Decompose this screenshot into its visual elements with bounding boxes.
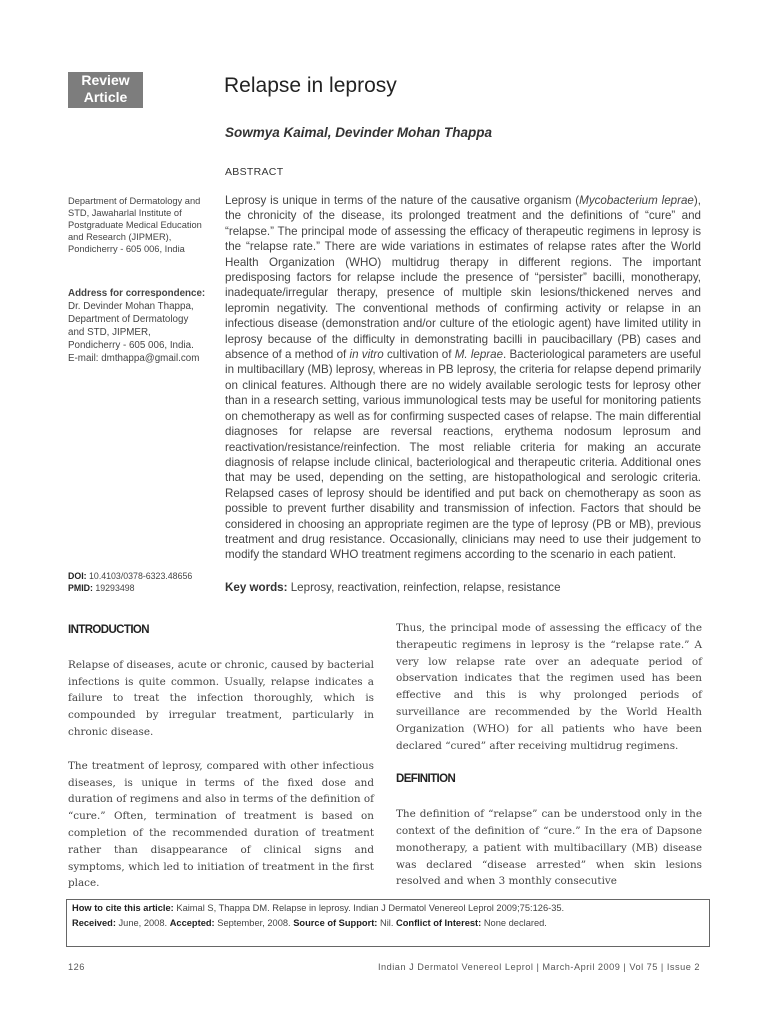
correspondence-line: Dr. Devinder Mohan Thappa,: [68, 301, 194, 312]
article-type-badge: [68, 72, 143, 108]
badge-line-2: Article: [83, 89, 128, 105]
badge-line-1: Review: [81, 72, 130, 88]
doi-line[interactable]: [68, 570, 192, 582]
section-heading-introduction: INTRODUCTION: [68, 624, 149, 636]
how-to-cite: [72, 902, 704, 915]
doi-value: 10.4103/0378-6323.48656: [89, 571, 193, 581]
organism-name: Mycobacterium leprae: [579, 194, 694, 207]
pmid-label: PMID:: [68, 583, 93, 593]
in-vitro-term: in vitro: [349, 348, 384, 362]
correspondence-line: Pondicherry - 605 006, India.: [68, 340, 194, 351]
correspondence-email[interactable]: E-mail: dmthappa@gmail.com: [68, 353, 200, 364]
received-value: June, 2008.: [115, 917, 170, 928]
body-column-left: [68, 622, 374, 909]
journal-info: Indian J Dermatol Venereol Leprol | March-April 2009 | Vol 75 | Issue 2: [377, 962, 700, 972]
pmid-line[interactable]: [68, 582, 192, 594]
body-paragraph: The treatment of leprosy, compared with other infectious diseases, is unique in terms of the fixed dose and duration of regimens and also in terms of the definition of “cure.” Often, termination of treatment is based on completion of the recommended duration of treatment rather than disappearance of clinical signs and symptoms, which led to initiation of treatment in the first place.: [68, 759, 374, 890]
page-number: 126: [68, 962, 85, 972]
correspondence-label: Address for correspondence:: [68, 288, 206, 299]
author-affiliation: Department of Dermatology and STD, Jawaharlal Institute of Postgraduate Medical Education and Research (JIPMER), Pondicherry - 605 006, India: [68, 196, 202, 254]
conflict-value: None declared.: [481, 917, 547, 928]
abstract-text: Leprosy is unique in terms of the nature of the causative organism (Mycobacterium leprae), the chronicity of the disease, its prolonged treatment and the definitions of “cure” and “relapse.” The principal mode of assessing the efficacy of therapeutic regimens in leprosy is the “relapse rate.” There are wide variations in estimates of relapse rates after the World Health Organization (WHO) multidrug therapy in different regions. The important predisposing factors for relapse include the presence of “persister” bacilli, monotherapy, inadequate/irregular therapy, presence of multiple skin lesions/thickened nerves and lepromin negativity. The conventional methods of confirming activity or relapse in an infectious disease (demonstration and/or culture of the etiologic agent) have limited utility in leprosy because of the difficulty in demonstrating bacilli in paucibacillary (PB) cases and absence of a method of in vitro cultivation of M. leprae. Bacteriological parameters are useful in multibacillary (MB) leprosy, whereas in PB leprosy, the criteria for relapse depend primarily on clinical features. Although there are no widely available serologic tests for leprosy other than in a research setting, various immunological tests may be useful for monitoring patients on chemotherapy as well as for confirming suspected cases of relapse. The main differential diagnoses for relapse are reversal reactions, erythema nodosum leprosum and reactivation/resistance/reinfection. The most reliable criteria for making an accurate diagnosis of relapse include clinical, bacteriological and therapeutic criteria. Additional ones that may be used, depending on the setting, are histopathological and serologic criteria. Relapsed cases of leprosy should be identified and put back on chemotherapy as soon as possible to prevent further disability and transmission of infection. Factors that should be considered in choosing an appropriate regimen are the type of leprosy (PB or MB), previous treatment and drug resistance. Occasionally, clinicians may need to use their judgement to modify the standard WHO treatment regimens according to the scenario in each patient.: [225, 194, 701, 562]
body-paragraph: The definition of “relapse” can be understood only in the context of the definition of “cure.” In the era of Dapsone monotherapy, a patient with multibacillary (MB) disease was declared “disease arrested” when skin lesions resolved and when 3 monthly consecutive: [396, 808, 702, 888]
keywords: [225, 581, 561, 594]
correspondence-line: Department of Dermatology: [68, 314, 189, 325]
how-to-cite-label: How to cite this article:: [72, 903, 174, 913]
abstract-heading: ABSTRACT: [225, 166, 284, 178]
citation-box: [66, 899, 710, 947]
keywords-label: Key words:: [225, 581, 288, 594]
conflict-label: Conflict of Interest:: [396, 917, 482, 928]
received-label: Received:: [72, 917, 116, 928]
support-value: Nil.: [377, 917, 397, 928]
body-paragraph: Thus, the principal mode of assessing the efficacy of the therapeutic regimens in leprosy is the “relapse rate.” A very low relapse rate over an adequate period of observation indicates that the regimen used has been effective and this is why prolonged periods of surveillance are recommended by the World Health Organization (WHO) for all patients who have been declared “cured” after receiving multidrug regimens.: [396, 622, 702, 752]
pmid-value: 19293498: [95, 583, 135, 593]
article-authors: Sowmya Kaimal, Devinder Mohan Thappa: [225, 125, 493, 140]
accepted-label: Accepted:: [169, 917, 215, 928]
correspondence-block: [68, 287, 228, 365]
identifiers: [68, 570, 192, 594]
support-label: Source of Support:: [293, 917, 378, 928]
how-to-cite-text: Kaimal S, Thappa DM. Relapse in leprosy. Indian J Dermatol Venereol Leprol 2009;75:126-35.: [173, 903, 565, 913]
section-heading-definition: DEFINITION: [396, 773, 456, 786]
body-column-right: [396, 620, 702, 907]
accepted-value: September, 2008.: [214, 917, 294, 928]
article-title: Relapse in leprosy: [224, 74, 397, 97]
organism-abbrev: M. leprae: [454, 348, 504, 362]
keywords-list: Leprosy, reactivation, reinfection, relapse, resistance: [287, 581, 561, 594]
article-dates: [72, 917, 704, 930]
correspondence-line: and STD, JIPMER,: [68, 327, 151, 338]
body-paragraph: Relapse of diseases, acute or chronic, caused by bacterial infections is quite common. Usually, relapse indicates a failure to treat the infection thoroughly, which is compounded by irregular treatment, particularly in chronic disease.: [68, 658, 374, 738]
doi-label: DOI:: [68, 571, 87, 581]
